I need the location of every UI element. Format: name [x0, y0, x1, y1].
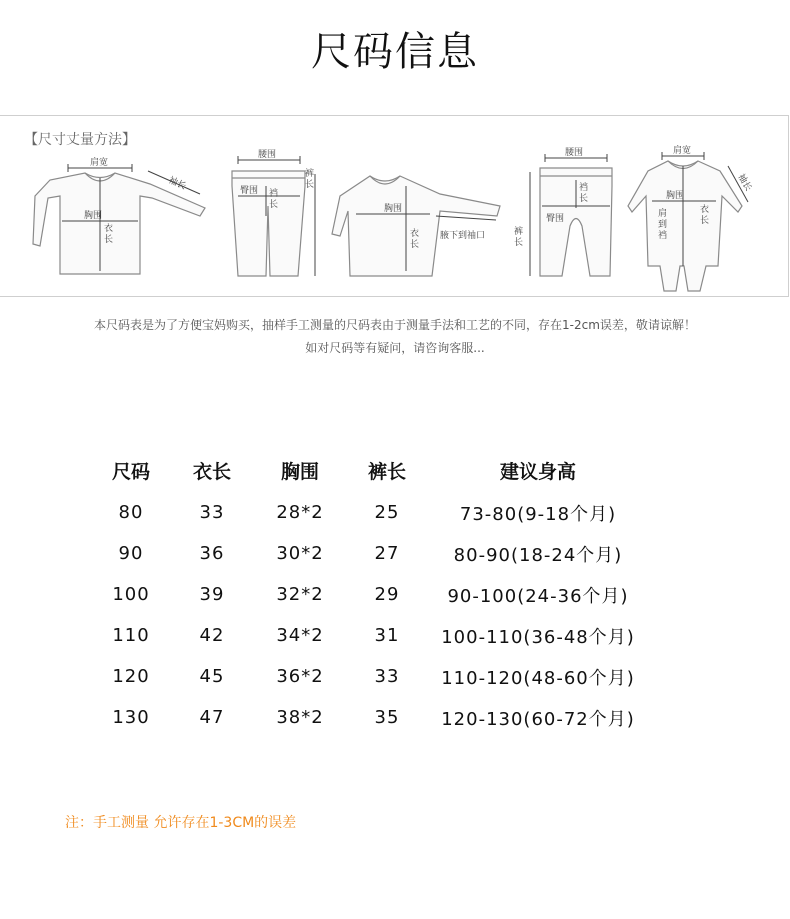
cell-recommended-height: 110-120(48-60个月) — [441, 667, 635, 689]
cell-recommended-height: 73-80(9-18个月) — [459, 503, 617, 525]
table-row — [95, 533, 645, 574]
waist-label: 腰围 — [258, 150, 277, 160]
romper-chest-label: 胸围 — [666, 191, 685, 201]
chest-label: 胸围 — [84, 211, 103, 221]
header-recommended-height: 建议身高 — [499, 460, 576, 483]
cell-garment-length: 36 — [199, 543, 225, 564]
cell-chest: 32*2 — [276, 584, 324, 605]
header-chest: 胸围 — [280, 460, 319, 483]
cell-chest: 38*2 — [276, 707, 324, 728]
table-row — [95, 492, 645, 533]
shoulder-to-crotch-a: 肩 — [658, 209, 668, 219]
cell-recommended-height: 100-110(36-48个月) — [441, 626, 635, 648]
table-row — [95, 656, 645, 697]
romper-diagram — [628, 161, 742, 291]
measurement-diagrams — [0, 116, 788, 296]
cell-recommended-height: 80-90(18-24个月) — [453, 544, 623, 566]
sleeve-length-label: 袖长 — [166, 175, 188, 193]
cell-garment-length: 47 — [199, 707, 225, 728]
romper-shoulder-label: 肩宽 — [673, 146, 692, 156]
header-size: 尺码 — [111, 460, 150, 483]
cell-chest: 36*2 — [276, 666, 324, 687]
table-row — [95, 574, 645, 615]
cell-pants-length: 31 — [374, 625, 400, 646]
size-table-header-row — [95, 448, 645, 492]
shoulder-to-crotch-c: 裆 — [658, 231, 668, 241]
header-garment-length: 衣长 — [192, 460, 231, 483]
cell-size: 130 — [112, 707, 150, 728]
garment-length-label-a: 衣 — [104, 224, 114, 234]
crotch-label-a: 裆 — [269, 189, 279, 199]
table-row — [95, 615, 645, 656]
cell-recommended-height: 120-130(60-72个月) — [441, 708, 635, 730]
cell-pants-length: 27 — [374, 543, 400, 564]
cell-garment-length: 33 — [199, 502, 225, 523]
pants-length-label-b: 长 — [305, 180, 315, 190]
cell-chest: 34*2 — [276, 625, 324, 646]
crotch-pants-length-b: 长 — [514, 238, 524, 248]
shoulder-width-label: 肩宽 — [90, 158, 109, 168]
crotch-pants-crotch-b: 长 — [579, 194, 589, 204]
cell-chest: 28*2 — [276, 502, 324, 523]
size-table — [95, 448, 645, 738]
armpit-to-cuff-label: 腋下到袖口 — [440, 231, 486, 241]
shoulder-to-crotch-b: 到 — [658, 220, 668, 230]
size-note-line1: 本尺码表是为了方便宝妈购买，抽样手工测量的尺码表由于测量手法和工艺的不同，存在1-2cm误差，敬请谅解！ — [94, 318, 696, 332]
measurement-method-title: 【尺寸丈量方法】 — [24, 132, 136, 148]
cell-size: 90 — [118, 543, 144, 564]
pants-length-label-a: 裤 — [305, 169, 315, 179]
header-pants-length: 裤长 — [367, 460, 406, 483]
cell-size: 110 — [112, 625, 150, 646]
cell-garment-length: 39 — [199, 584, 225, 605]
crotch-pants-length-a: 裤 — [514, 227, 524, 237]
cell-pants-length: 25 — [374, 502, 400, 523]
cell-pants-length: 33 — [374, 666, 400, 687]
measurement-footnote: 注：手工测量 允许存在1-3CM的误差 — [65, 815, 297, 831]
crotch-pants-crotch-a: 裆 — [579, 183, 589, 193]
hip-label: 臀围 — [240, 186, 259, 196]
cell-size: 120 — [112, 666, 150, 687]
cell-pants-length: 29 — [374, 584, 400, 605]
romper-length-b: 长 — [700, 216, 710, 226]
cell-recommended-height: 90-100(24-36个月) — [447, 585, 629, 607]
cell-pants-length: 35 — [374, 707, 400, 728]
page-title: 尺码信息 — [311, 29, 479, 75]
cell-chest: 30*2 — [276, 543, 324, 564]
table-row — [95, 697, 645, 738]
cell-size: 100 — [112, 584, 150, 605]
garment-length-label-b: 长 — [104, 235, 114, 245]
crotch-pants-hip-label: 臀围 — [546, 214, 565, 224]
cell-size: 80 — [118, 502, 144, 523]
romper-sleeve-label: 袖长 — [735, 172, 754, 194]
raglan-top-diagram — [332, 176, 500, 276]
measurement-method-panel — [0, 115, 789, 297]
cell-garment-length: 45 — [199, 666, 225, 687]
raglan-length-label-a: 衣 — [410, 229, 420, 239]
cell-garment-length: 42 — [199, 625, 225, 646]
crotch-pants-waist-label: 腰围 — [565, 148, 584, 158]
crotch-label-b: 长 — [269, 200, 279, 210]
romper-length-a: 衣 — [700, 205, 710, 215]
raglan-chest-label: 胸围 — [384, 204, 403, 214]
size-note-line2: 如对尺码等有疑问，请咨询客服... — [305, 341, 485, 355]
raglan-length-label-b: 长 — [410, 240, 420, 250]
